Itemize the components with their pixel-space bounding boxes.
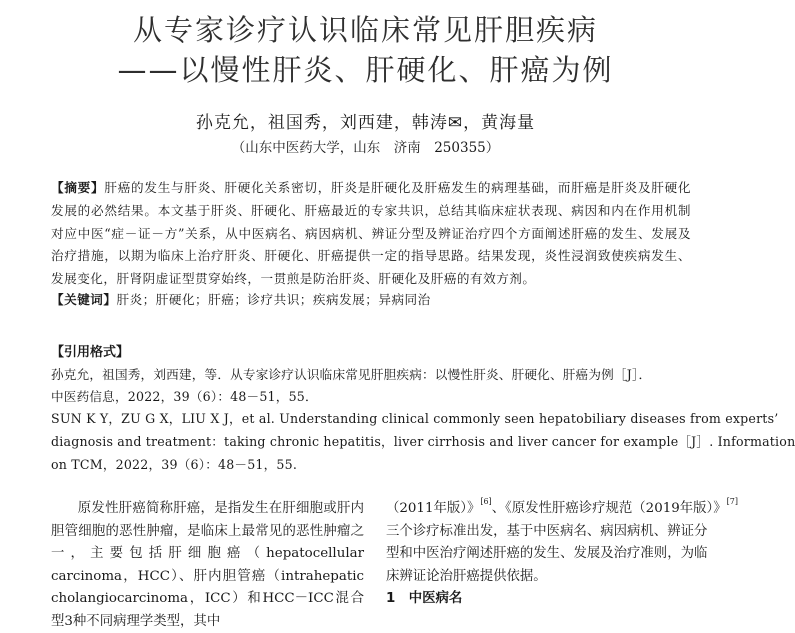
citation-en-line2: diagnosis and treatment：taking chronic hepatitis，liver cirrhosis and liver cancer for example［J］. Information [51,434,795,449]
affiliation: （山东中医药大学，山东 济南 250355） [231,140,500,156]
keywords [51,289,691,312]
citation-en-line1: SUN K Y，ZU G X，LIU X J，et al. Understanding clinical commonly seen hepatobiliary diseases from experts’ [51,411,779,426]
abstract-text: 肝癌的发生与肝炎、肝硬化关系密切，肝炎是肝硬化及肝癌发生的病理基础，而肝癌是肝炎及肝硬化发展的必然结果。本文基于肝炎、肝硬化、肝癌最近的专家共识，总结其临床症状表现、病因和内在作用机制对应中医“症－证－方”关系，从中医病名、病因病机、辨证分型及辨证治疗四个方面阐述肝癌的发生、发展及治疗措施，以期为临床上治疗肝炎、肝硬化、肝癌提供一定的指导思路。结果发现，炎性浸润致使疾病发生、发展变化，肝肾阴虚证型贯穿始终，一贯煎是防治肝炎、肝硬化及肝癌的有效方剂。 [51,180,692,287]
body-right-line2: 三个诊疗标准出发，基于中医病名、病因病机、辨证分 [386,523,708,539]
ref-text-a: （2011年版）》 [386,501,481,516]
author-list: 孙克允，祖国秀，刘西建，韩涛✉，黄海量 [195,113,536,133]
section-heading: 1 中医病名 [386,591,463,606]
body-paragraph: 原发性肝癌简称肝癌，是指发生在肝细胞或肝内胆管细胞的恶性肿瘤，是临床上最常见的恶性肿瘤之一，主要包括肝细胞癌（hepatocellular carcinoma，HCC）、肝内胆管癌（intrahepatic cholangiocarcinoma，ICC）和HCC－ICC混合型3种不同病理学类型，其中 [51,501,364,629]
body-right-column [386,497,738,611]
body-right-line4: 床辨证论治肝癌提供依据。 [386,568,547,584]
citation-cn-line1: 孙克允，祖国秀，刘西建，等．从专家诊疗认识临床常见肝胆疾病：以慢性肝炎、肝硬化、肝癌为例［J］． [51,367,652,382]
citation-en-line3: on TCM，2022，39（6）：48－51，55. [51,457,298,472]
body-right-line1 [386,497,738,521]
ref-text-b: 、《原发性肝癌诊疗规范（2019年版）》 [491,501,727,516]
paper-title-line1: 从专家诊疗认识临床常见肝胆疾病 [132,13,598,47]
keywords-text: 肝炎；肝硬化；肝癌；诊疗共识；疾病发展；异病同治 [116,292,431,307]
abstract [51,177,691,291]
reference-7: [7] [726,497,738,506]
reference-6: [6] [480,497,492,506]
body-left-column [51,498,364,633]
citation-heading: 【引用格式】 [51,345,130,360]
abstract-label: 【摘要】 [51,180,105,195]
citation-cn-line2: 中医药信息，2022，39（6）：48－51，55． [51,389,318,404]
keywords-label: 【关键词】 [51,292,117,307]
paper-title-line2: ——以慢性肝炎、肝硬化、肝癌为例 [117,53,614,87]
body-right-line3: 型和中医治疗阐述肝癌的发生、发展及治疗准则，为临 [386,546,708,561]
